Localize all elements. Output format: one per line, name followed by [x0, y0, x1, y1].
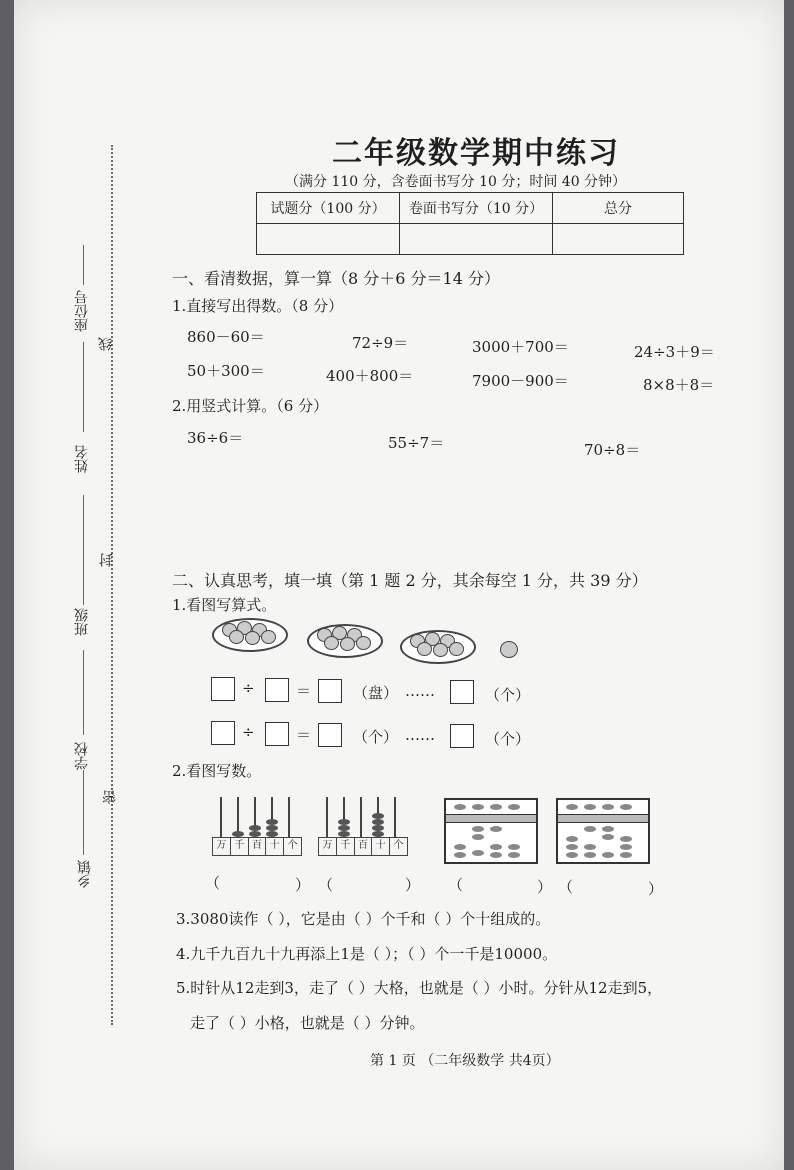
score-header-writing: 卷面书写分（10 分）: [400, 193, 553, 224]
answer-box[interactable]: [265, 722, 289, 746]
answer-box[interactable]: [450, 680, 474, 704]
oral-eq-8: 8×8＋8＝: [643, 376, 715, 394]
equals-sign: ＝: [296, 682, 312, 700]
single-apple-icon: [500, 641, 518, 658]
divide-sign: ÷: [242, 723, 255, 741]
blank-open: （: [448, 876, 464, 894]
blank-close: ）: [537, 878, 553, 896]
section2-q1: 1.看图写算式。: [172, 596, 277, 614]
seal-char: 封: [99, 553, 115, 567]
oral-eq-1: 860－60＝: [187, 328, 265, 346]
answer-box[interactable]: [450, 724, 474, 748]
score-header-total: 总分: [553, 193, 684, 224]
oral-eq-6: 400＋800＝: [326, 367, 414, 385]
remainder-dots: ……: [405, 682, 435, 700]
vertical-eq-3: 70÷8＝: [584, 441, 641, 459]
unit-label: （个）: [485, 686, 531, 704]
name-blank: [83, 342, 84, 432]
class-label: 班级: [74, 608, 90, 636]
section2-q5-line1: 5.时针从12走到3，走了（ ）大格，也就是（ ）小时。分针从12走到5，: [176, 979, 663, 997]
score-cell-questions[interactable]: [257, 224, 400, 255]
blank-close: ）: [648, 880, 664, 898]
binding-dotted-line: [111, 145, 113, 1025]
unit-label: （个）: [353, 728, 399, 746]
vertical-eq-2: 55÷7＝: [388, 434, 445, 452]
blank-close: ）: [295, 876, 311, 894]
score-cell-writing[interactable]: [400, 224, 553, 255]
town-label: 乡镇: [77, 860, 93, 888]
remainder-dots: ……: [405, 726, 435, 744]
chinese-abacus-1: [444, 798, 538, 864]
page-title: 二年级数学期中练习: [332, 136, 620, 171]
oral-eq-4: 24÷3＋9＝: [634, 343, 715, 361]
section1-q1: 1.直接写出得数。（8 分）: [172, 297, 344, 315]
answer-box[interactable]: [265, 678, 289, 702]
section1-heading: 一、看清数据，算一算（8 分＋6 分＝14 分）: [172, 269, 500, 288]
vertical-eq-1: 36÷6＝: [187, 429, 244, 447]
blank-open: （: [558, 878, 574, 896]
oral-eq-7: 7900－900＝: [472, 372, 569, 390]
equals-sign: ＝: [296, 726, 312, 744]
unit-label: （个）: [485, 730, 531, 748]
apple-icon: [229, 630, 244, 644]
apple-icon: [433, 643, 448, 657]
line-char: 线: [98, 337, 114, 351]
answer-box[interactable]: [318, 723, 342, 747]
school-blank: [83, 650, 84, 735]
blank-open: （: [205, 874, 221, 892]
blank-close: ）: [405, 876, 421, 894]
score-cell-total[interactable]: [553, 224, 684, 255]
oral-eq-5: 50＋300＝: [187, 362, 265, 380]
apple-icon: [417, 642, 432, 656]
divide-sign: ÷: [242, 679, 255, 697]
section2-q2: 2.看图写数。: [172, 762, 262, 780]
chinese-abacus-2: [556, 798, 650, 864]
school-label: 学校: [74, 742, 90, 770]
name-label: 姓名: [74, 445, 90, 473]
section2-heading: 二、认真思考，填一填（第 1 题 2 分，其余每空 1 分，共 39 分）: [172, 571, 648, 590]
apple-icon: [261, 630, 276, 644]
apple-icon: [324, 636, 339, 650]
answer-box[interactable]: [318, 679, 342, 703]
section2-q4: 4.九千九百九十九再添上1是（ ）；（ ）个一千是10000。: [176, 945, 558, 963]
apple-icon: [245, 631, 260, 645]
apple-icon: [449, 642, 464, 656]
score-table: [256, 192, 684, 255]
oral-eq-3: 3000＋700＝: [472, 338, 569, 356]
class-blank: [83, 495, 84, 605]
seat-label: 座位号: [74, 290, 90, 332]
section1-q2: 2.用竖式计算。（6 分）: [172, 397, 329, 415]
unit-label: （盘）: [353, 684, 399, 702]
apple-icon: [356, 636, 371, 650]
apple-icon: [340, 637, 355, 651]
section2-q3: 3.3080读作（ ），它是由（ ）个千和（ ）个十组成的。: [176, 910, 551, 928]
score-header-questions: 试题分（100 分）: [257, 193, 400, 224]
section2-q5-line2: 走了（ ）小格，也就是（ ）分钟。: [190, 1014, 425, 1032]
seat-blank: [83, 245, 84, 285]
answer-box[interactable]: [211, 721, 235, 745]
town-blank: [83, 770, 84, 855]
blank-open: （: [318, 876, 334, 894]
page-footer: 第 1 页 （二年级数学 共4页）: [370, 1053, 560, 1069]
oral-eq-2: 72÷9＝: [352, 334, 409, 352]
page-subtitle: （满分 110 分，含卷面书写分 10 分；时间 40 分钟）: [285, 174, 627, 190]
secret-char: 密: [102, 790, 118, 804]
answer-box[interactable]: [211, 677, 235, 701]
